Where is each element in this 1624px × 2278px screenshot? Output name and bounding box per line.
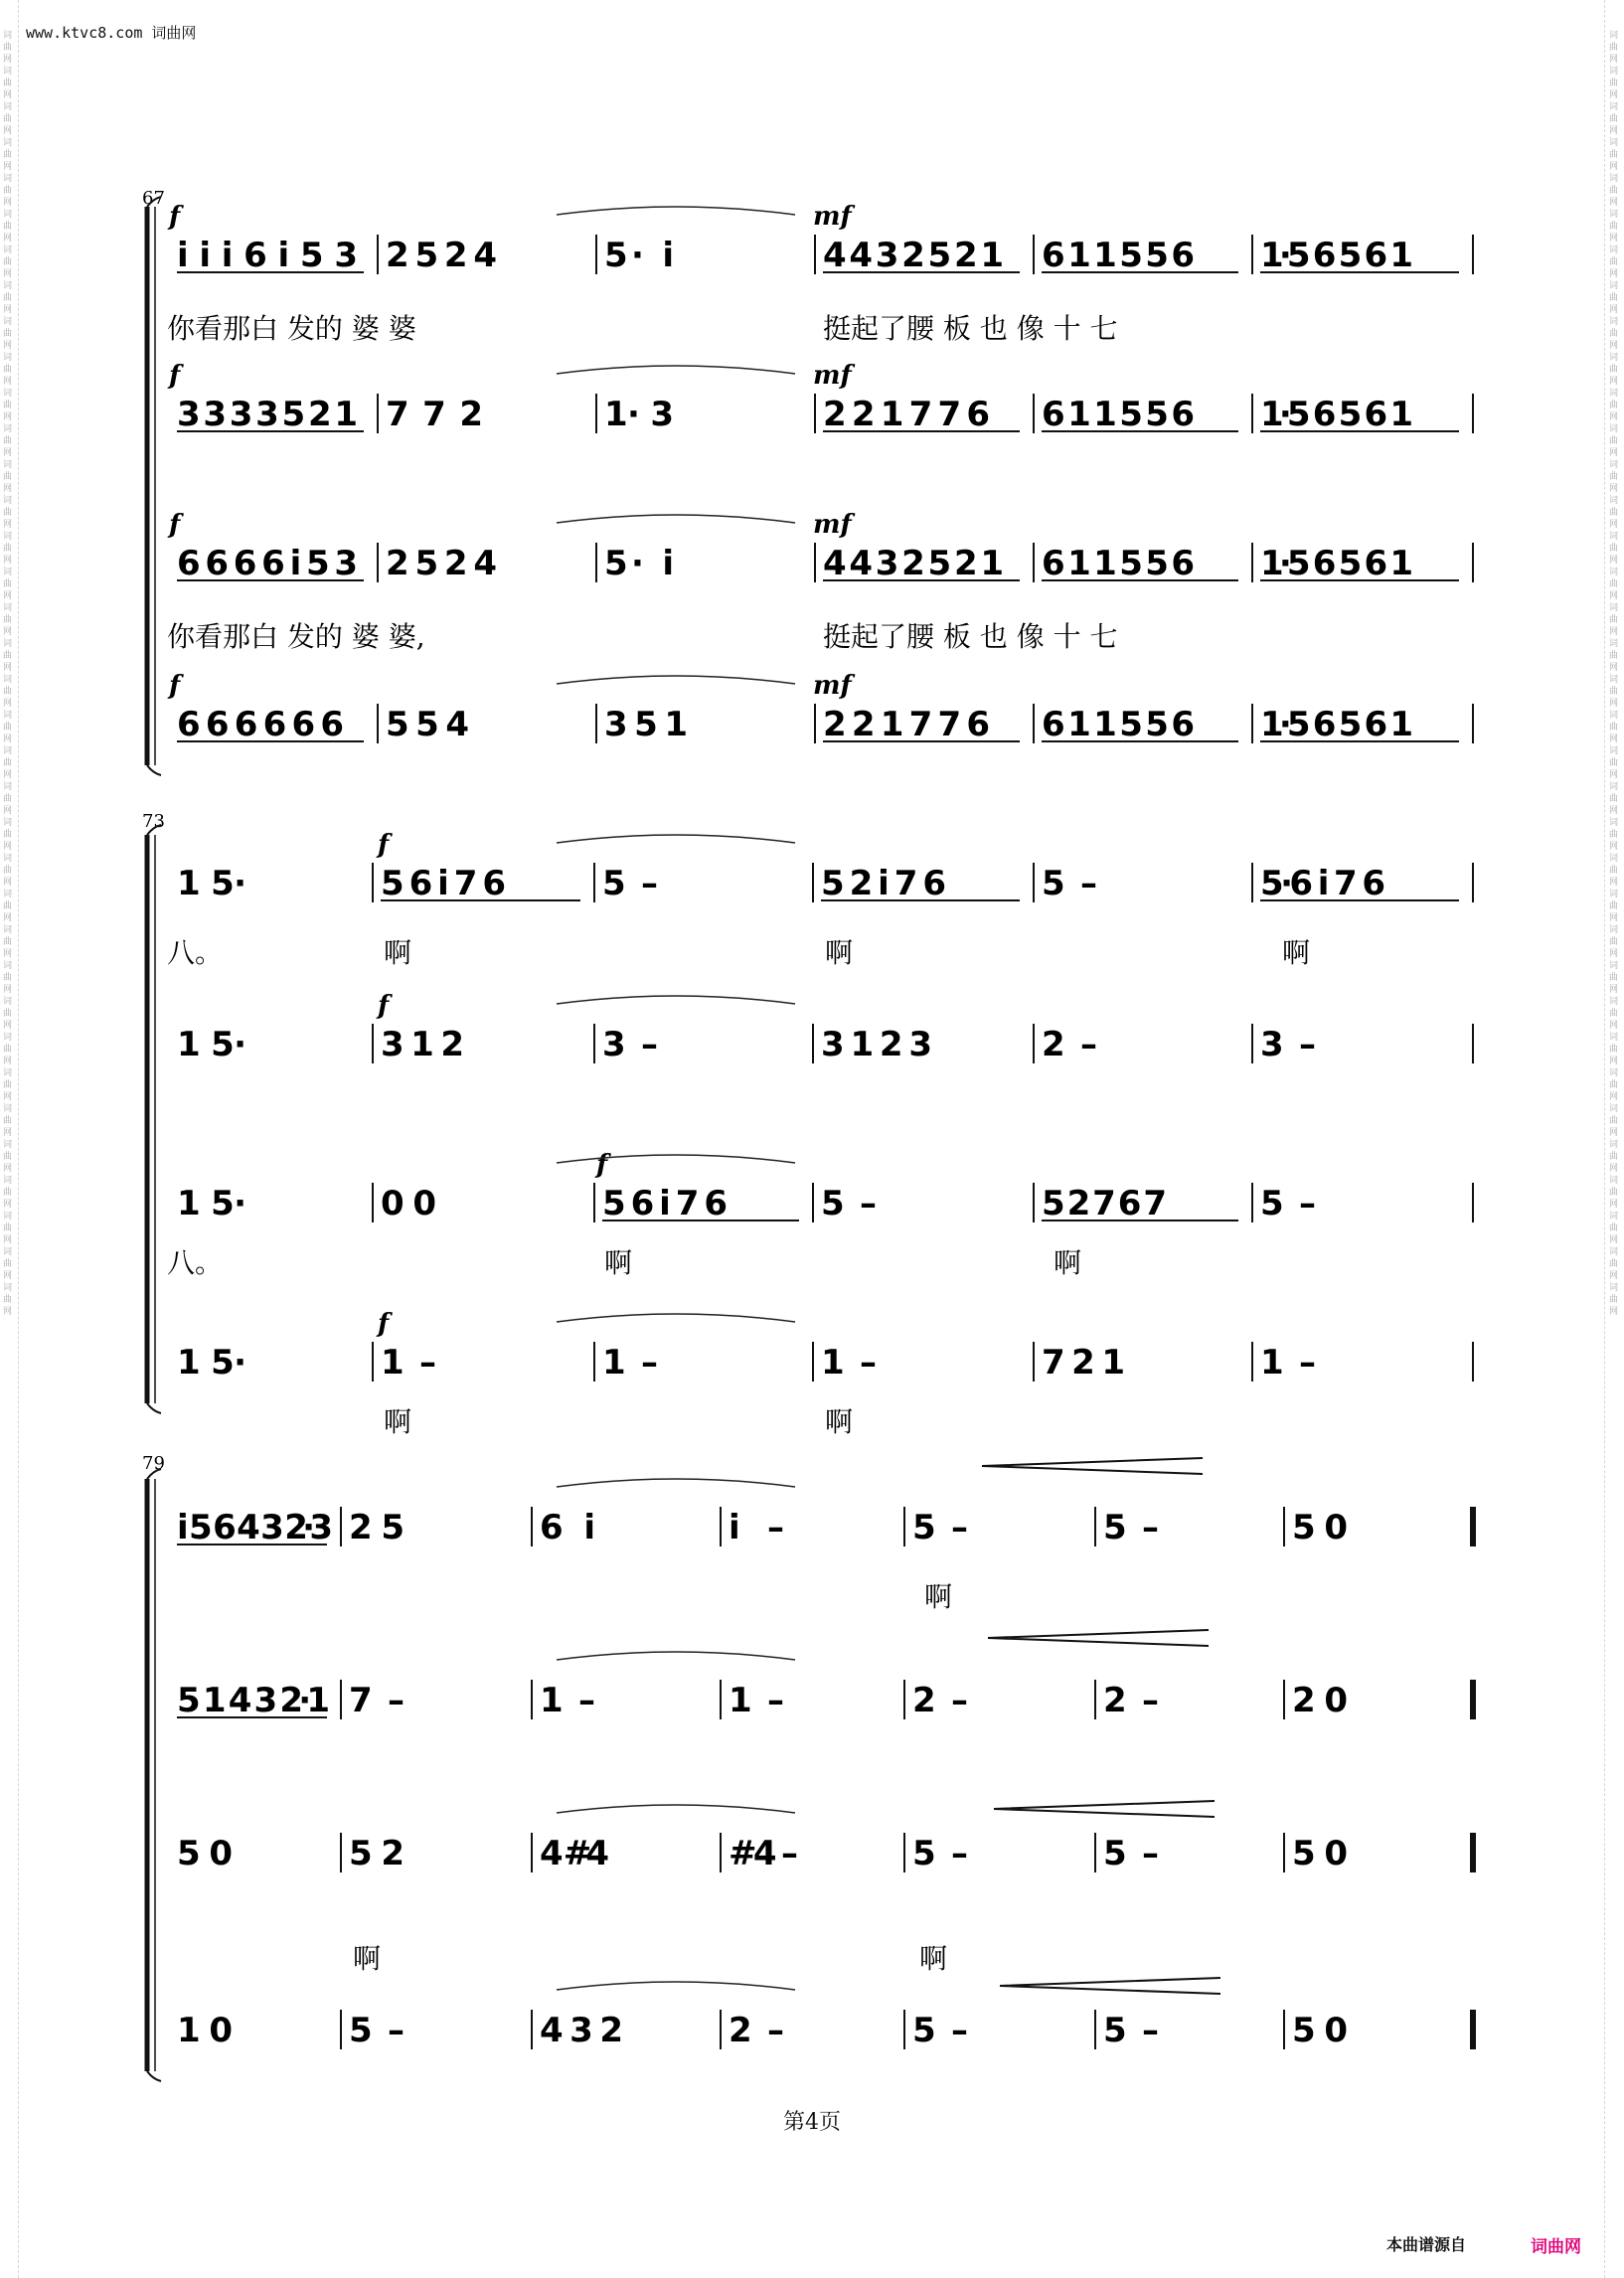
crescendo-hairpin bbox=[982, 1458, 1203, 1474]
measure-number: 67 bbox=[142, 188, 165, 209]
lyric-line: 啊 bbox=[924, 1580, 953, 1613]
note-group: 2 – bbox=[912, 1681, 968, 1720]
slur bbox=[557, 1314, 795, 1322]
note-group: 7 2 1 bbox=[1042, 1343, 1125, 1383]
note-group: 5 – bbox=[349, 2011, 405, 2050]
lyric-line: 挺起了腰 板 也 像 十 七 bbox=[823, 620, 1118, 653]
note-group: 2 2 1 7 7 6 bbox=[823, 395, 990, 434]
note-group: 1 – bbox=[381, 1343, 436, 1383]
note-group: 2 0 bbox=[1292, 1681, 1348, 1720]
dynamic-mark: f bbox=[596, 1150, 608, 1180]
note-group: 2 – bbox=[1042, 1025, 1097, 1064]
measure-number: 79 bbox=[142, 1453, 165, 1474]
lyric-line: 你看那白 发的 婆 婆 bbox=[167, 312, 416, 345]
slur bbox=[557, 1652, 795, 1660]
site-header: www.ktvc8.com 词曲网 bbox=[26, 24, 197, 42]
note-group: 5 – bbox=[1103, 1508, 1159, 1547]
slur bbox=[557, 207, 795, 215]
note-group: 1 – bbox=[540, 1681, 595, 1720]
lyric-line: 啊 bbox=[825, 936, 854, 969]
note-group: 5 – bbox=[1260, 1184, 1316, 1223]
note-group: 5 – bbox=[1042, 864, 1097, 903]
lyric-line: 啊 bbox=[384, 1405, 412, 1438]
note-group: 4 #4 bbox=[540, 1834, 609, 1873]
note-group: 1 – bbox=[821, 1343, 877, 1383]
note-group: 5 – bbox=[912, 1508, 968, 1547]
slur bbox=[557, 1155, 795, 1163]
slur bbox=[557, 1479, 795, 1487]
note-group: 5 6 i 7 6 bbox=[381, 864, 506, 903]
lyric-line: 挺起了腰 板 也 像 十 七 bbox=[823, 312, 1118, 345]
dynamic-mark: f bbox=[169, 202, 181, 232]
note-group: 5 0 bbox=[1292, 2011, 1348, 2050]
note-group: 3 – bbox=[602, 1025, 658, 1064]
note-group: i i i 6 i 5 3 bbox=[177, 236, 358, 275]
slur bbox=[557, 996, 795, 1004]
note-group: 4 4 3 2 5 2 1 bbox=[823, 544, 1004, 583]
slur bbox=[557, 676, 795, 684]
note-group: 4 3 2 bbox=[540, 2011, 623, 2050]
lyric-line: 八。 bbox=[167, 936, 224, 969]
page-number: 第4页 bbox=[783, 2110, 841, 2135]
note-group: 1 5· bbox=[177, 1184, 246, 1223]
lyric-line: 你看那白 发的 婆 婆, bbox=[167, 620, 425, 653]
dynamic-mark: f bbox=[169, 361, 181, 391]
note-group: 5 0 bbox=[1292, 1834, 1348, 1873]
crescendo-hairpin bbox=[988, 1630, 1209, 1646]
crescendo-hairpin bbox=[994, 1801, 1215, 1817]
note-group: 3 1 2 bbox=[381, 1025, 464, 1064]
note-group: 1·5 6 5 6 1 bbox=[1260, 395, 1413, 434]
note-group: 7 7 2 bbox=[386, 395, 483, 434]
note-group: 3 1 2 3 bbox=[821, 1025, 932, 1064]
note-group: 5· i bbox=[604, 544, 674, 583]
note-group: 5·6 i 7 6 bbox=[1260, 864, 1385, 903]
note-group: 1 5· bbox=[177, 864, 246, 903]
note-group: 3 3 3 3 5 2 1 bbox=[177, 395, 358, 434]
note-group: 5 2 i 7 6 bbox=[821, 864, 946, 903]
note-group: 0 0 bbox=[381, 1184, 436, 1223]
lyric-line: 啊 bbox=[1054, 1246, 1082, 1279]
note-group: 1 5· bbox=[177, 1343, 246, 1383]
note-group: 5 – bbox=[1103, 2011, 1159, 2050]
slur bbox=[557, 835, 795, 843]
lyric-line: 八。 bbox=[167, 1246, 224, 1279]
note-group: 2 5 2 4 bbox=[386, 544, 497, 583]
note-group: 5 – bbox=[912, 2011, 968, 2050]
side-watermark-right: 词曲网词曲网词曲网词曲网词曲网词曲网词曲网词曲网词曲网词曲网词曲网词曲网词曲网词曲网词曲网词曲网词曲网词曲网词曲网词曲网词曲网词曲网词曲网词曲网词曲网词曲网词曲网词曲网词曲网词曲网词曲网词曲网词曲网词曲网词曲网词曲网 bbox=[1609, 31, 1619, 1317]
source-label: 本曲谱源自 bbox=[1386, 2235, 1467, 2254]
note-group: 1 0 bbox=[177, 2011, 233, 2050]
note-group: 1 5· bbox=[177, 1025, 246, 1064]
note-group: 1·5 6 5 6 1 bbox=[1260, 544, 1413, 583]
measure-number: 73 bbox=[142, 811, 165, 832]
dynamic-mark: mf bbox=[813, 361, 852, 391]
note-group: 6 1 1 5 5 6 bbox=[1042, 395, 1195, 434]
note-group: i – bbox=[729, 1508, 784, 1547]
lyric-line: 啊 bbox=[604, 1246, 633, 1279]
note-group: 6 i bbox=[540, 1508, 595, 1547]
note-group: 2 – bbox=[729, 2011, 784, 2050]
lyric-line: 啊 bbox=[384, 936, 412, 969]
note-group: 7 – bbox=[349, 1681, 405, 1720]
note-group: 2 – bbox=[1103, 1681, 1159, 1720]
note-group: 5 0 bbox=[1292, 1508, 1348, 1547]
note-group: 5 6 i 7 6 bbox=[602, 1184, 728, 1223]
note-group: 5 5 4 bbox=[386, 705, 469, 744]
bracket-hook-bottom bbox=[147, 1403, 161, 1413]
source-site[interactable]: 词曲网 bbox=[1531, 2237, 1581, 2257]
note-group: 3 – bbox=[1260, 1025, 1316, 1064]
slur bbox=[557, 515, 795, 523]
lyric-line: 啊 bbox=[1282, 936, 1311, 969]
note-group: 5 2 bbox=[349, 1834, 405, 1873]
lyric-line: 啊 bbox=[353, 1942, 382, 1975]
bracket-hook-bottom bbox=[147, 765, 161, 775]
note-group: 1 – bbox=[729, 1681, 784, 1720]
slur bbox=[557, 1805, 795, 1813]
note-group: 2 5 2 4 bbox=[386, 236, 497, 275]
dynamic-mark: mf bbox=[813, 202, 852, 232]
dynamic-mark: f bbox=[378, 830, 390, 860]
dynamic-mark: mf bbox=[813, 671, 852, 701]
note-group: 5 – bbox=[1103, 1834, 1159, 1873]
dynamic-mark: f bbox=[169, 510, 181, 540]
dynamic-mark: f bbox=[378, 991, 390, 1021]
note-group: 1·5 6 5 6 1 bbox=[1260, 236, 1413, 275]
note-group: 6 1 1 5 5 6 bbox=[1042, 705, 1195, 744]
note-group: 1·5 6 5 6 1 bbox=[1260, 705, 1413, 744]
note-group: 5 – bbox=[821, 1184, 877, 1223]
note-group: 2 2 1 7 7 6 bbox=[823, 705, 990, 744]
note-group: 6 6 6 6 6 6 bbox=[177, 705, 344, 744]
dynamic-mark: f bbox=[169, 671, 181, 701]
note-group: i 5 6 4 3 2·3 bbox=[177, 1508, 333, 1547]
note-group: 5 – bbox=[912, 1834, 968, 1873]
note-group: 6 1 1 5 5 6 bbox=[1042, 544, 1195, 583]
note-group: 6 1 1 5 5 6 bbox=[1042, 236, 1195, 275]
crescendo-hairpin bbox=[1000, 1978, 1220, 1994]
note-group: 1 – bbox=[1260, 1343, 1316, 1383]
slur bbox=[557, 1982, 795, 1990]
dynamic-mark: f bbox=[378, 1309, 390, 1339]
side-watermark-left: 词曲网词曲网词曲网词曲网词曲网词曲网词曲网词曲网词曲网词曲网词曲网词曲网词曲网词曲网词曲网词曲网词曲网词曲网词曲网词曲网词曲网词曲网词曲网词曲网词曲网词曲网词曲网词曲网词曲网词曲网词曲网词曲网词曲网词曲网词曲网词曲网 bbox=[3, 31, 13, 1317]
note-group: 6 6 6 6 i 5 3 bbox=[177, 544, 358, 583]
note-group: 1· 3 bbox=[604, 395, 674, 434]
note-group: 2 5 bbox=[349, 1508, 405, 1547]
note-group: 5 1 4 3 2·1 bbox=[177, 1681, 330, 1720]
note-group: #4 – bbox=[729, 1834, 798, 1873]
note-group: 5 0 bbox=[177, 1834, 233, 1873]
slur bbox=[557, 366, 795, 374]
lyric-line: 啊 bbox=[919, 1942, 948, 1975]
dynamic-mark: mf bbox=[813, 510, 852, 540]
bracket-hook-bottom bbox=[147, 2071, 161, 2081]
note-group: 3 5 1 bbox=[604, 705, 688, 744]
note-group: 4 4 3 2 5 2 1 bbox=[823, 236, 1004, 275]
note-group: 1 – bbox=[602, 1343, 658, 1383]
note-group: 5· i bbox=[604, 236, 674, 275]
note-group: 5 2 7 6 7 bbox=[1042, 1184, 1167, 1223]
note-group: 5 – bbox=[602, 864, 658, 903]
lyric-line: 啊 bbox=[825, 1405, 854, 1438]
